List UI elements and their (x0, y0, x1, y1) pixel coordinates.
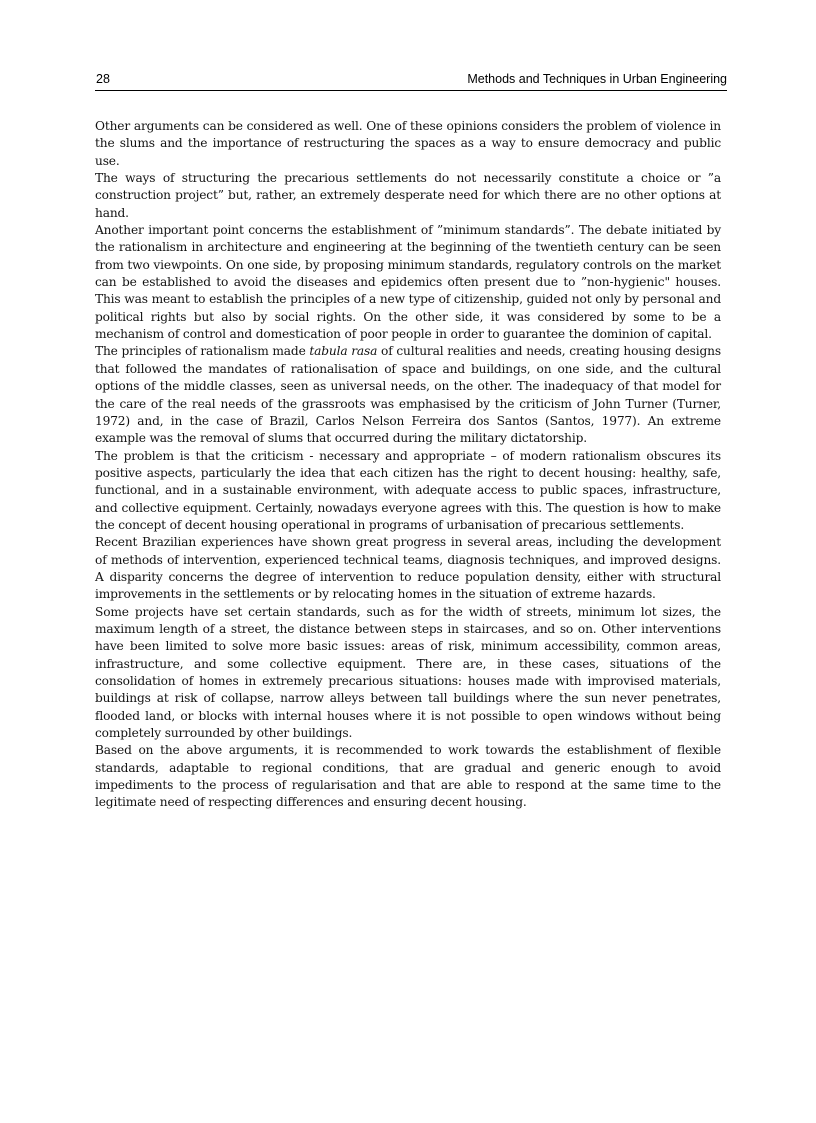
paragraph-brazilian-experiences: Recent Brazilian experiences have shown great progress in several areas, including the development of methods of intervention, experienced technical teams, diagnosis techniques, and improved designs. A disparity concerns the degree of intervention to reduce population density, either with structural improvements in the settlements or by relocating homes in the situation of extreme hazards. (95, 535, 721, 602)
page-number: 28 (96, 72, 110, 86)
paragraph-rationalism-end: of cultural realities and needs, creating housing designs that followed the mandates of rationalisation of space and buildings, on one side, and the cultural options of the middle classes, seen as universal needs, on the other. The inadequacy of that model for the care of the real needs of the grassroots was emphasised by the criticism of John Turner (Turner, 1972) and, in the case of Brazil, Carlos Nelson Ferreira dos Santos (Santos, 1977). An extreme example was the removal of slums that occurred during the military dictatorship. (95, 344, 721, 446)
page-header (95, 70, 727, 91)
paragraph-criticism: The problem is that the criticism - necessary and appropriate – of modern rationalism obscures its positive aspects, particularly the idea that each citizen has the right to decent housing: healthy, safe, functional, and in a sustainable environment, with adequate access to public spaces, infrastructure, and collective equipment. Certainly, nowadays everyone agrees with this. The question is how to make the concept of decent housing operational in programs of urbanisation of precarious settlements. (95, 448, 721, 532)
paragraph-rationalism (95, 343, 721, 447)
page-body (95, 118, 721, 812)
running-title: Methods and Techniques in Urban Engineering (467, 72, 727, 86)
paragraph-rationalism-start: The principles of rationalism made (95, 344, 310, 359)
paragraph-projects-standards: Some projects have set certain standards, such as for the width of streets, minimum lot sizes, the maximum length of a street, the distance between steps in staircases, and so on. Other interventions have been limited to solve more basic issues: areas of risk, minimum accessibility, common areas, infrastructure, and some collective equipment. There are, in these cases, situations of the consolidation of homes in extremely precarious situations: houses made with improvised materials, buildings at risk of collapse, narrow alleys between tall buildings where the sun never penetrates, flooded land, or blocks with internal houses where it is not possible to open windows without being completely surrounded by other buildings. (95, 604, 721, 741)
tabula-rasa-term: tabula rasa (309, 344, 378, 359)
paragraph-recommendation: Based on the above arguments, it is recommended to work towards the establishment of flexible standards, adaptable to regional conditions, that are gradual and generic enough to avoid impediments to the process of regularisation and that are able to respond at the same time to the legitimate need of respecting differences and ensuring decent housing. (95, 743, 721, 810)
paragraph-minimum-standards: Another important point concerns the establishment of ”minimum standards”. The debate initiated by the rationalism in architecture and engineering at the beginning of the twentieth century can be seen from two viewpoints. On one side, by proposing minimum standards, regulatory controls on the market can be established to avoid the diseases and epidemics often present due to ”non-hygienic" houses. This was meant to establish the principles of a new type of citizenship, guided not only by personal and political rights but also by social rights. On the other side, it was considered by some to be a mechanism of control and domestication of poor people in order to guarantee the dominion of capital. (95, 223, 721, 342)
paragraph-structuring: The ways of structuring the precarious settlements do not necessarily constitute a choice or ”a construction project” but, rather, an extremely desperate need for which there are no other options at hand. (95, 171, 721, 220)
paragraph-violence: Other arguments can be considered as well. One of these opinions considers the problem of violence in the slums and the importance of restructuring the spaces as a way to ensure democracy and public use. (95, 119, 721, 168)
